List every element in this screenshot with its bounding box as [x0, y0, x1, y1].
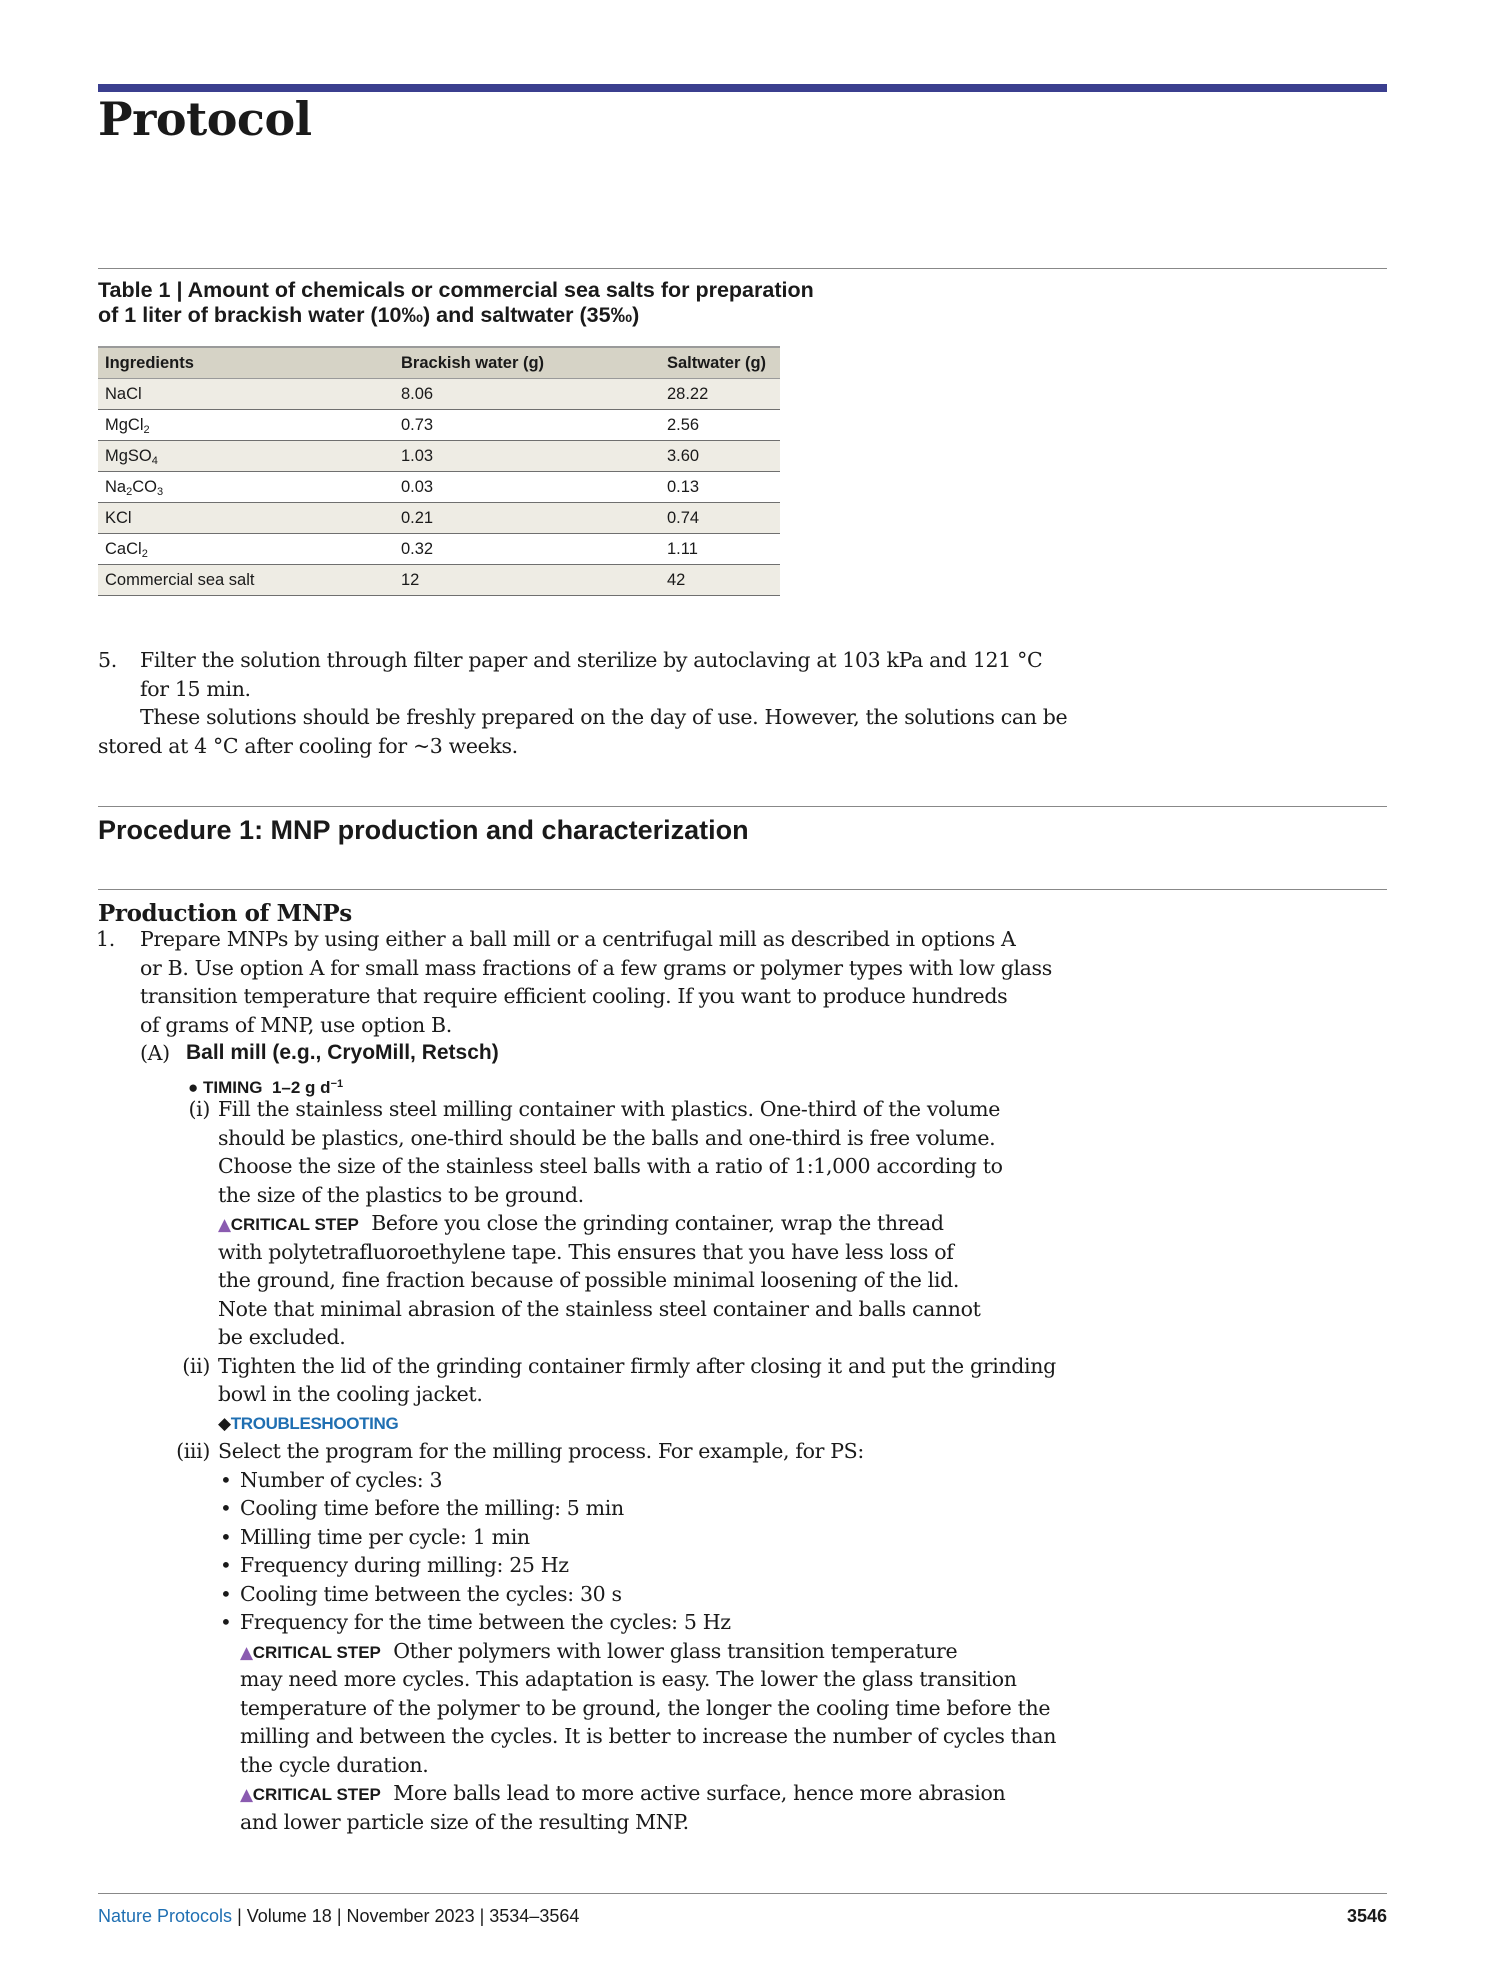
bullet-icon: • — [220, 1496, 232, 1520]
column-header: Ingredients — [98, 347, 394, 379]
brackish-cell: 8.06 — [394, 379, 660, 410]
option-title: Ball mill (e.g., CryoMill, Retsch) — [186, 1041, 499, 1064]
triangle-icon: ▲ — [240, 1642, 253, 1663]
saltwater-cell: 0.13 — [660, 472, 780, 503]
triangle-icon: ▲ — [218, 1215, 231, 1235]
step1-text: Prepare MNPs by using either a ball mill or a centrifugal mill as described in options A — [140, 927, 1016, 951]
section-heading: Production of MNPs — [98, 900, 352, 927]
brackish-cell: 1.03 — [394, 441, 660, 472]
ingredient-cell: NaCl — [98, 379, 394, 410]
saltwater-cell: 0.74 — [660, 503, 780, 534]
critical-text: the cycle duration. — [240, 1752, 429, 1777]
table-row — [98, 503, 780, 534]
step1-text: or B. Use option A for small mass fractions of a few grams or polymer types with low glass — [140, 955, 1052, 980]
option-label: (A) — [140, 1041, 170, 1065]
bullet-icon: • — [220, 1467, 232, 1492]
chemicals-table — [98, 346, 780, 596]
page-number: 3546 — [1346, 1906, 1387, 1926]
critical-text: may need more cycles. This adaptation is easy. The lower the glass transition — [240, 1667, 1017, 1691]
step-number: 1. — [96, 927, 115, 951]
substep-label: (i) — [188, 1097, 210, 1121]
ingredient-cell: MgCl$_2$ — [98, 410, 394, 441]
saltwater-cell: 42 — [660, 565, 780, 596]
procedure-title: Procedure 1: MNP production and characterization — [98, 815, 749, 845]
critical-text: milling and between the cycles. It is better to increase the number of cycles than — [240, 1724, 1057, 1748]
table-row — [98, 565, 780, 596]
substep-text: Tighten the lid of the grinding container firmly after closing it and put the grinding — [218, 1353, 1056, 1378]
critical-step-note: ▲CRITICAL STEP Other polymers with lower glass transition temperature — [240, 1638, 958, 1663]
bullet-icon: • — [220, 1581, 232, 1606]
brackish-cell: 0.03 — [394, 472, 660, 503]
table-row — [98, 410, 780, 441]
divider — [98, 268, 1387, 269]
substep-text: bowl in the cooling jacket. — [218, 1382, 483, 1406]
list-item: Cooling time between the cycles: 30 s — [240, 1581, 622, 1606]
table-row — [98, 441, 780, 472]
step5-text: for 15 min. — [140, 676, 251, 701]
critical-text: the ground, fine fraction because of possible minimal loosening of the lid. — [218, 1268, 960, 1292]
brackish-cell: 0.73 — [394, 410, 660, 441]
step5-text: Filter the solution through filter paper and sterilize by autoclaving at 103 kPa and 121 °C — [140, 648, 1043, 672]
saltwater-cell: 1.11 — [660, 534, 780, 565]
column-header: Saltwater (g) — [660, 347, 780, 379]
column-header: Brackish water (g) — [394, 347, 660, 379]
brackish-cell: 0.21 — [394, 503, 660, 534]
divider — [98, 806, 1387, 807]
ingredient-cell: KCl — [98, 503, 394, 534]
ingredient-cell: CaCl$_2$ — [98, 534, 394, 565]
triangle-icon: ▲ — [240, 1785, 253, 1805]
table-header-row — [98, 347, 780, 379]
ingredient-cell: $Na_2CO_3$ — [98, 472, 394, 503]
journal-name[interactable]: Nature Protocols — [98, 1906, 233, 1926]
step5-note: stored at 4 °C after cooling for ~3 weeks. — [98, 733, 518, 758]
saltwater-cell: 2.56 — [660, 410, 780, 441]
substep-text: should be plastics, one-third should be the balls and one-third is free volume. — [218, 1125, 996, 1150]
list-item: Number of cycles: 3 — [240, 1467, 443, 1492]
table-caption: Table 1 | Amount of chemicals or commercial sea salts for preparation of 1 liter of brackish water (10‰) and saltwater (35‰) — [98, 278, 814, 327]
page-header-title: Protocol — [98, 92, 312, 146]
substep-text: the size of the plastics to be ground. — [218, 1182, 584, 1207]
critical-text: Note that minimal abrasion of the stainless steel container and balls cannot — [218, 1296, 981, 1321]
bullet-icon: • — [220, 1553, 232, 1577]
ingredient-cell: Commercial sea salt — [98, 565, 394, 596]
step1-text: transition temperature that require efficient cooling. If you want to produce hundreds — [140, 984, 1008, 1008]
critical-step-note: ▲CRITICAL STEP Before you close the grinding container, wrap the thread — [218, 1211, 944, 1235]
bullet-icon: • — [220, 1524, 232, 1549]
substep-text: Choose the size of the stainless steel balls with a ratio of 1:1,000 according to — [218, 1154, 1003, 1178]
substep-label: (ii) — [182, 1353, 210, 1378]
critical-text: with polytetrafluoroethylene tape. This ensures that you have less loss of — [218, 1239, 954, 1264]
brackish-cell: 0.32 — [394, 534, 660, 565]
ingredient-cell: MgSO$_4$ — [98, 441, 394, 472]
table-row — [98, 534, 780, 565]
footer-divider — [98, 1893, 1387, 1894]
table-row — [98, 472, 780, 503]
saltwater-cell: 3.60 — [660, 441, 780, 472]
divider — [98, 889, 1387, 890]
troubleshooting-link[interactable]: ◆TROUBLESHOOTING — [218, 1413, 399, 1433]
critical-text: temperature of the polymer to be ground, the longer the cooling time before the — [240, 1695, 1051, 1720]
list-item: Frequency during milling: 25 Hz — [240, 1553, 569, 1577]
bullet-icon: • — [220, 1610, 232, 1634]
step-number: 5. — [98, 648, 117, 672]
substep-text: Select the program for the milling process. For example, for PS: — [218, 1439, 864, 1463]
critical-text: and lower particle size of the resulting MNP. — [240, 1809, 689, 1834]
list-item: Cooling time before the milling: 5 min — [240, 1496, 624, 1520]
substep-label: (iii) — [176, 1439, 210, 1463]
list-item: Frequency for the time between the cycles: 5 Hz — [240, 1610, 731, 1634]
step5-note: These solutions should be freshly prepared on the day of use. However, the solutions can be — [140, 705, 1068, 729]
footer-citation: Nature Protocols | Volume 18 | November 2023 | 3534–3564 — [98, 1906, 580, 1926]
table-row — [98, 379, 780, 410]
brackish-cell: 12 — [394, 565, 660, 596]
list-item: Milling time per cycle: 1 min — [240, 1524, 530, 1549]
header-accent-bar — [98, 84, 1387, 92]
substep-text: Fill the stainless steel milling container with plastics. One-third of the volume — [218, 1097, 1001, 1121]
saltwater-cell: 28.22 — [660, 379, 780, 410]
timing: ● TIMING 1–2 g $d^{-1}$ — [188, 1078, 344, 1097]
timing-icon: ● — [188, 1078, 199, 1097]
critical-text: be excluded. — [218, 1325, 346, 1349]
diamond-icon: ◆ — [218, 1413, 231, 1433]
critical-step-note: ▲CRITICAL STEP More balls lead to more active surface, hence more abrasion — [240, 1781, 1006, 1805]
step1-text: of grams of MNP, use option B. — [140, 1012, 452, 1037]
